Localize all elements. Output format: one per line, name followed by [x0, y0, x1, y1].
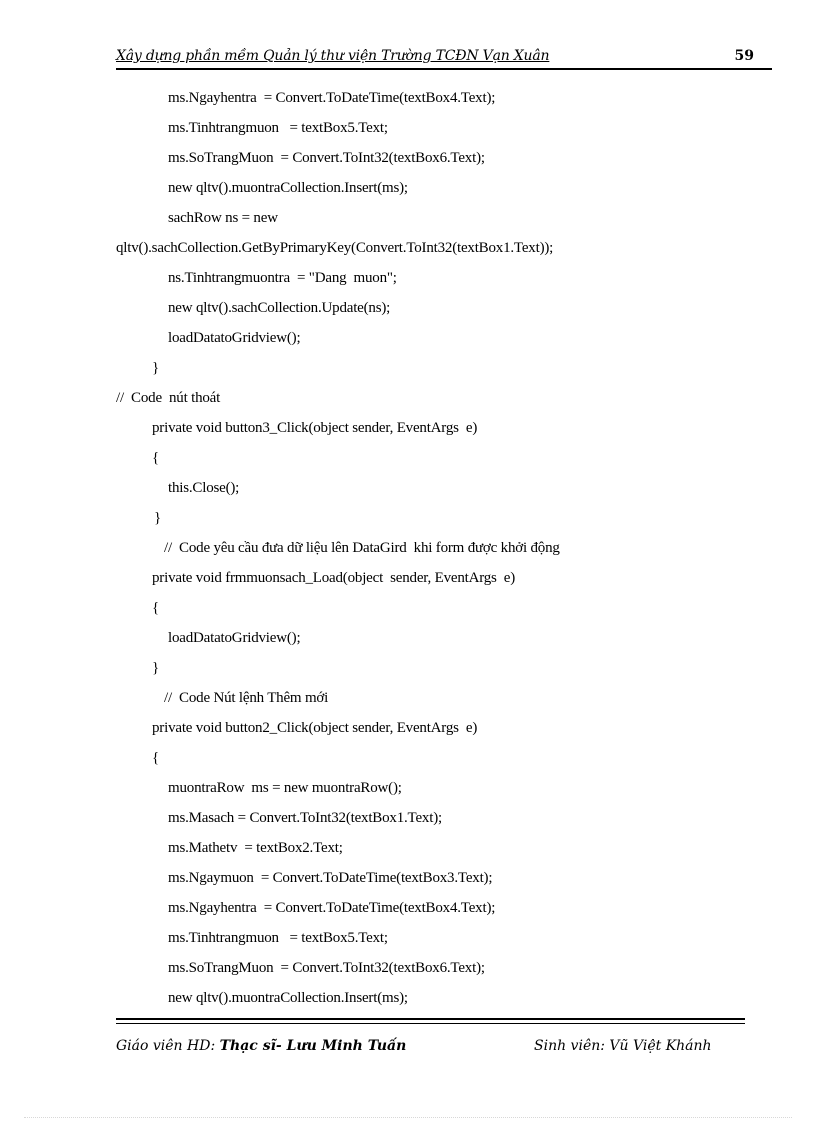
- document-title: Xây dựng phần mềm Quản lý thư viện Trường TCĐN Vạn Xuân: [116, 48, 550, 64]
- footer-rule: [116, 1018, 745, 1020]
- code-line: new qltv().sachCollection.Update(ns);: [168, 300, 391, 316]
- advisor-label: Giáo viên HD:: [116, 1038, 216, 1054]
- code-line: ms.Ngaymuon = Convert.ToDateTime(textBox3.Text);: [168, 870, 493, 886]
- code-comment: // Code nút thoát: [116, 390, 221, 406]
- code-line: }: [152, 360, 159, 376]
- code-line: qltv().sachCollection.GetByPrimaryKey(Convert.ToInt32(textBox1.Text));: [116, 240, 554, 256]
- advisor-name: Thạc sĩ- Lưu Minh Tuấn: [219, 1038, 407, 1054]
- code-line: {: [152, 750, 159, 766]
- code-line: loadDatatoGridview();: [168, 330, 301, 346]
- code-line: private void frmmuonsach_Load(object sender, EventArgs e): [152, 570, 516, 586]
- code-line: }: [152, 660, 159, 676]
- code-line: muontraRow ms = new muontraRow();: [168, 780, 402, 796]
- code-line: new qltv().muontraCollection.Insert(ms);: [168, 180, 408, 196]
- code-line: ns.Tinhtrangmuontra = "Dang muon";: [168, 270, 397, 286]
- code-line: private void button2_Click(object sender, EventArgs e): [152, 720, 478, 736]
- footer-rule-thin: [116, 1023, 745, 1024]
- code-line: this.Close();: [168, 480, 240, 496]
- page-number: 59: [734, 48, 754, 64]
- code-line: ms.SoTrangMuon = Convert.ToInt32(textBox6.Text);: [168, 150, 485, 166]
- code-line: }: [154, 510, 161, 526]
- page-footer: [116, 1038, 745, 1060]
- code-line: ms.Ngayhentra = Convert.ToDateTime(textBox4.Text);: [168, 900, 496, 916]
- code-comment: // Code yêu cầu đưa dữ liệu lên DataGird khi form được khởi động: [164, 540, 560, 556]
- code-line: sachRow ns = new: [168, 210, 278, 226]
- code-line: ms.Tinhtrangmuon = textBox5.Text;: [168, 120, 388, 136]
- code-line: new qltv().muontraCollection.Insert(ms);: [168, 990, 408, 1006]
- page-edge: [24, 1117, 792, 1118]
- code-line: ms.SoTrangMuon = Convert.ToInt32(textBox6.Text);: [168, 960, 485, 976]
- code-line: {: [152, 600, 159, 616]
- code-comment: // Code Nút lệnh Thêm mới: [164, 690, 329, 706]
- code-line: ms.Tinhtrangmuon = textBox5.Text;: [168, 930, 388, 946]
- header-rule: [116, 68, 772, 70]
- page-header: [116, 48, 772, 70]
- code-line: loadDatatoGridview();: [168, 630, 301, 646]
- code-line: ms.Ngayhentra = Convert.ToDateTime(textBox4.Text);: [168, 90, 496, 106]
- advisor-credit: [116, 1038, 406, 1054]
- student-credit: Sinh viên: Vũ Việt Khánh: [534, 1038, 712, 1054]
- code-line: {: [152, 450, 159, 466]
- code-line: ms.Mathetv = textBox2.Text;: [168, 840, 343, 856]
- code-line: private void button3_Click(object sender, EventArgs e): [152, 420, 478, 436]
- code-line: ms.Masach = Convert.ToInt32(textBox1.Text);: [168, 810, 442, 826]
